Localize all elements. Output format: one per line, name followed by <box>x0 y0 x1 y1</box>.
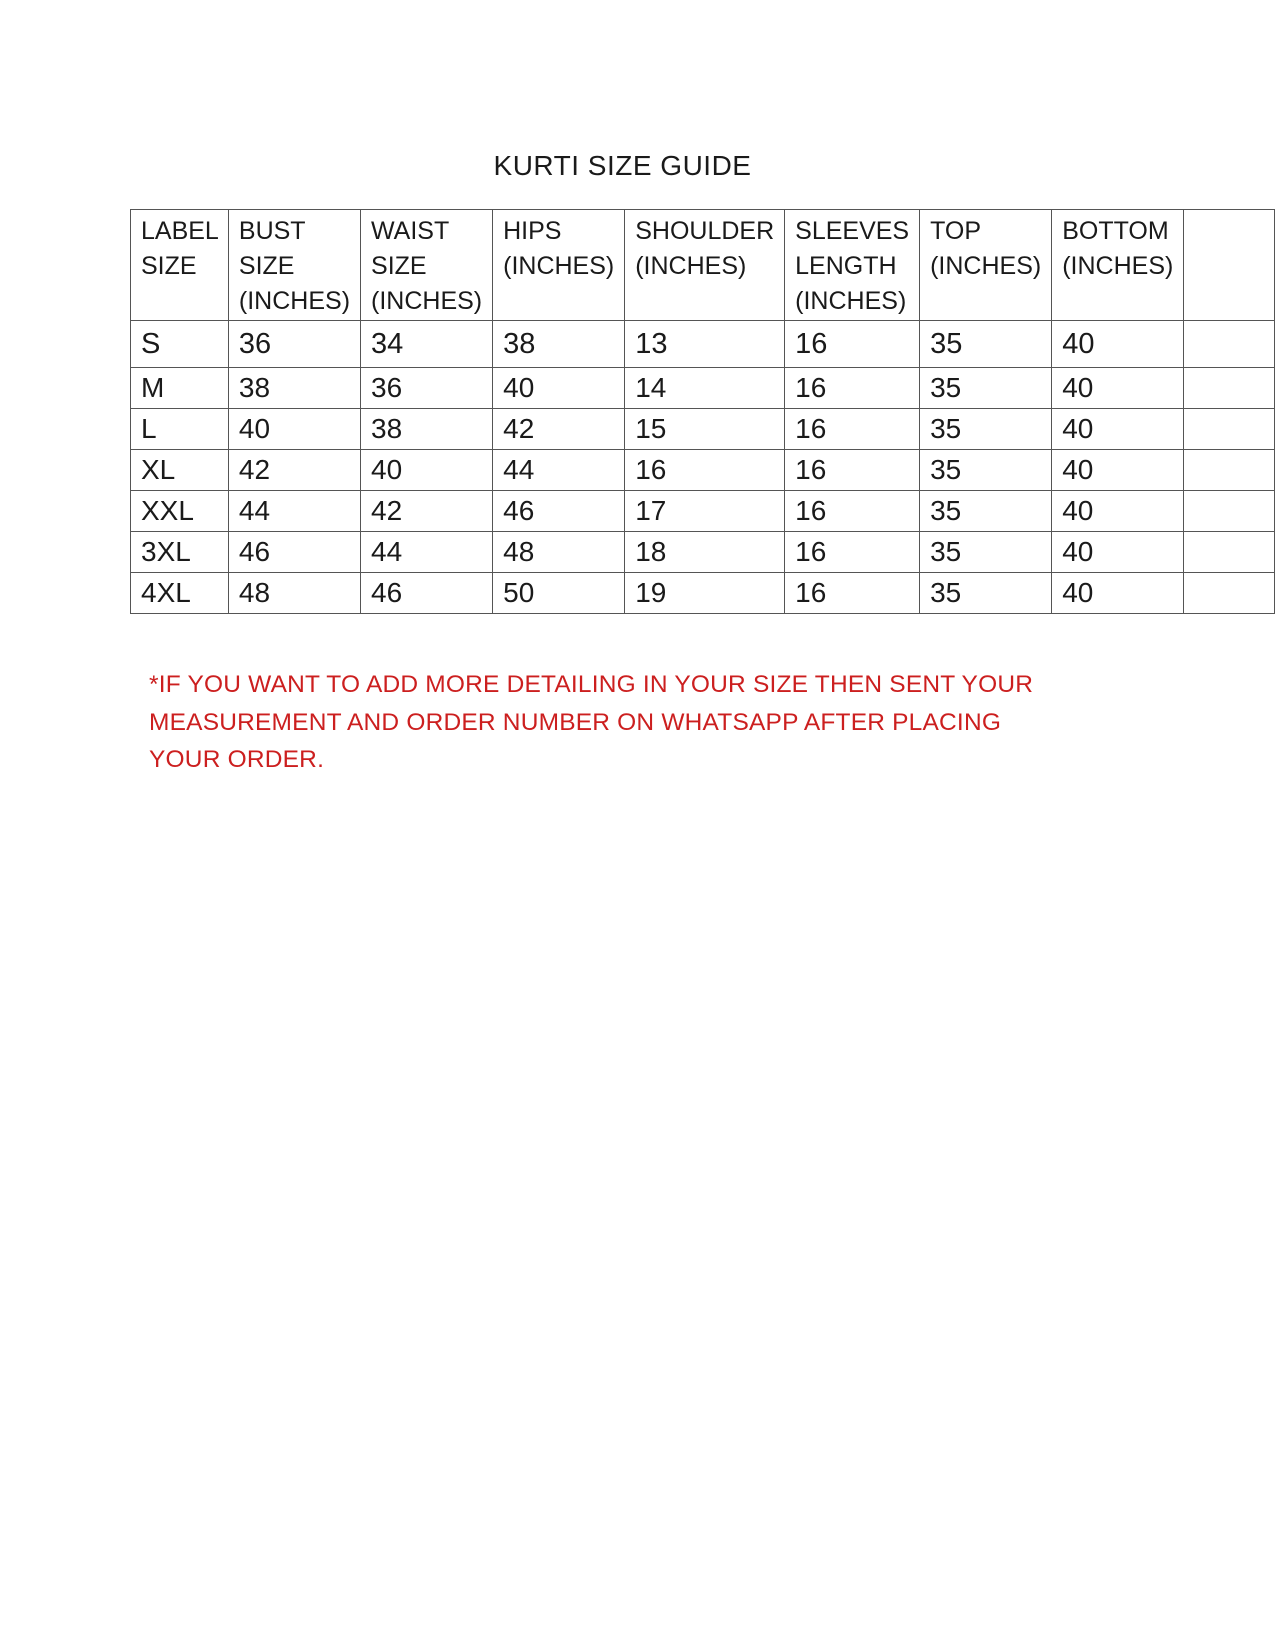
cell-top: 35 <box>920 491 1052 532</box>
page-title-text: KURTI SIZE GUIDE <box>493 150 752 181</box>
header-sleeves-length: SLEEVES LENGTH (INCHES) <box>785 210 920 321</box>
cell-waist: 36 <box>361 368 493 409</box>
cell-label-size: S <box>131 321 229 368</box>
table-row <box>131 532 1275 573</box>
cell-shoulder: 14 <box>625 368 785 409</box>
cell-top: 35 <box>920 409 1052 450</box>
cell-empty <box>1184 532 1275 573</box>
cell-empty <box>1184 573 1275 614</box>
cell-waist: 42 <box>361 491 493 532</box>
cell-top: 35 <box>920 321 1052 368</box>
table-row <box>131 491 1275 532</box>
cell-bust: 42 <box>228 450 360 491</box>
cell-top: 35 <box>920 450 1052 491</box>
cell-top: 35 <box>920 368 1052 409</box>
table-header-row <box>131 210 1275 321</box>
cell-waist: 34 <box>361 321 493 368</box>
cell-bust: 40 <box>228 409 360 450</box>
cell-sleeves: 16 <box>785 450 920 491</box>
cell-bust: 36 <box>228 321 360 368</box>
table-row <box>131 409 1275 450</box>
cell-hips: 46 <box>493 491 625 532</box>
cell-sleeves: 16 <box>785 409 920 450</box>
table-row <box>131 368 1275 409</box>
cell-shoulder: 17 <box>625 491 785 532</box>
cell-hips: 40 <box>493 368 625 409</box>
header-bottom: BOTTOM (INCHES) <box>1052 210 1184 321</box>
cell-bottom: 40 <box>1052 368 1184 409</box>
header-bust-size: BUST SIZE (INCHES) <box>228 210 360 321</box>
header-top: TOP (INCHES) <box>920 210 1052 321</box>
cell-waist: 46 <box>361 573 493 614</box>
cell-waist: 40 <box>361 450 493 491</box>
page-title <box>0 150 1275 182</box>
cell-top: 35 <box>920 532 1052 573</box>
cell-label-size: 4XL <box>131 573 229 614</box>
cell-empty <box>1184 368 1275 409</box>
cell-hips: 44 <box>493 450 625 491</box>
cell-hips: 42 <box>493 409 625 450</box>
cell-sleeves: 16 <box>785 321 920 368</box>
cell-hips: 48 <box>493 532 625 573</box>
cell-empty <box>1184 321 1275 368</box>
cell-sleeves: 16 <box>785 573 920 614</box>
cell-bottom: 40 <box>1052 573 1184 614</box>
table-row <box>131 450 1275 491</box>
header-hips: HIPS (INCHES) <box>493 210 625 321</box>
cell-bottom: 40 <box>1052 532 1184 573</box>
cell-bottom: 40 <box>1052 491 1184 532</box>
cell-shoulder: 15 <box>625 409 785 450</box>
table-row <box>131 321 1275 368</box>
cell-hips: 50 <box>493 573 625 614</box>
cell-bust: 48 <box>228 573 360 614</box>
table-row <box>131 573 1275 614</box>
cell-bottom: 40 <box>1052 409 1184 450</box>
size-table <box>130 209 1275 614</box>
cell-bust: 44 <box>228 491 360 532</box>
cell-shoulder: 19 <box>625 573 785 614</box>
cell-empty <box>1184 491 1275 532</box>
cell-shoulder: 13 <box>625 321 785 368</box>
cell-bust: 38 <box>228 368 360 409</box>
cell-sleeves: 16 <box>785 368 920 409</box>
cell-bottom: 40 <box>1052 321 1184 368</box>
header-waist-size: WAIST SIZE (INCHES) <box>361 210 493 321</box>
cell-shoulder: 16 <box>625 450 785 491</box>
cell-empty <box>1184 450 1275 491</box>
cell-shoulder: 18 <box>625 532 785 573</box>
cell-sleeves: 16 <box>785 532 920 573</box>
cell-label-size: XXL <box>131 491 229 532</box>
header-label-size: LABEL SIZE <box>131 210 229 321</box>
cell-waist: 44 <box>361 532 493 573</box>
header-empty <box>1184 210 1275 321</box>
cell-sleeves: 16 <box>785 491 920 532</box>
cell-label-size: 3XL <box>131 532 229 573</box>
cell-label-size: XL <box>131 450 229 491</box>
cell-waist: 38 <box>361 409 493 450</box>
header-shoulder: SHOULDER (INCHES) <box>625 210 785 321</box>
cell-bottom: 40 <box>1052 450 1184 491</box>
cell-bust: 46 <box>228 532 360 573</box>
order-note: *IF YOU WANT TO ADD MORE DETAILING IN YOUR SIZE THEN SENT YOUR MEASUREMENT AND ORDER NUMBER ON WHATSAPP AFTER PLACING YOUR ORDER. <box>149 671 1034 773</box>
cell-top: 35 <box>920 573 1052 614</box>
cell-label-size: L <box>131 409 229 450</box>
cell-empty <box>1184 409 1275 450</box>
cell-hips: 38 <box>493 321 625 368</box>
cell-label-size: M <box>131 368 229 409</box>
